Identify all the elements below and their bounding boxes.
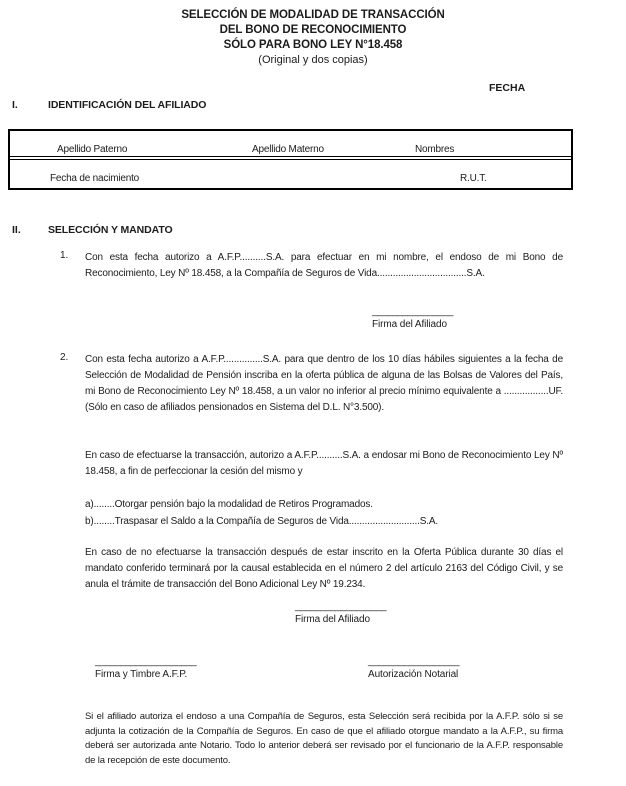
signature-label: Firma del Afiliado [372, 319, 447, 330]
document-title-block [0, 8, 626, 68]
signature-label: Firma del Afiliado [295, 614, 370, 625]
footer-note: Si el afiliado autoriza el endoso a una Compañía de Seguros, esta Selección será recibida por la A.F.P. sólo si se adjunta la cotización de la Compañía de Seguros. En caso de que el afiliado otorgue mandato a la A.F.P., su firma deberá ser autorizada ante Notario. Todo lo anterior deberá ser revisado por el funcionario de la A.F.P. responsable de la recepción de este documento. [85, 711, 563, 766]
col-header-apellido-materno: Apellido Materno [252, 144, 324, 155]
signature-line: ____________________ [95, 656, 197, 667]
signature-notarial-authorization [368, 657, 459, 680]
item2-paragraph-1: Con esta fecha autorizo a A.F.P...............S.A. para que dentro de los 10 días hábiles siguientes a la fecha de Selección de Modalidad de Pensión inscriba en la oferta pública de alguna de las Bolsas de Valores del País, mi Bono de Reconocimiento Ley Nº 18.458, a un valor no inferior al precio mínimo equivalente a .................UF. (Sólo en caso de afiliados pensionados en Sistema del D.L. N°3.500). [85, 354, 563, 413]
signature-affiliate-1 [372, 307, 453, 330]
signature-label: Autorización Notarial [368, 669, 459, 680]
title-line-2: DEL BONO DE RECONOCIMIENTO [219, 24, 407, 36]
item1-number: 1. [60, 250, 69, 261]
item2-paragraph-3: En caso de no efectuarse la transacción después de estar inscrito en la Oferta Pública durante 30 días el mandato conferido terminará por la causal establecida en el número 2 del artículo 2163 del Código Civil, y se anula el trámite de transacción del Bono Adicional Ley Nº 19.234. [85, 547, 563, 590]
title-subtitle: (Original y dos copias) [258, 54, 368, 66]
item1-paragraph: Con esta fecha autorizo a A.F.P..........S.A. para efectuar en mi nombre, el endoso de mi Bono de Reconocimiento, Ley Nº 18.458, a la Compañía de Seguros de Vida..................................S.A. [85, 252, 563, 279]
item2-paragraph-2: En caso de efectuarse la transacción, autorizo a A.F.P..........S.A. a endosar mi Bono de Reconocimiento Ley Nº 18.458, a fin de perfeccionar la cesión del mismo y [85, 450, 563, 477]
signature-affiliate-2 [295, 602, 386, 625]
signature-label: Firma y Timbre A.F.P. [95, 669, 188, 680]
title-line-1: SELECCIÓN DE MODALIDAD DE TRANSACCIÓN [181, 9, 445, 21]
col-header-apellido-paterno: Apellido Paterno [57, 144, 128, 155]
section1-number: I. [12, 99, 18, 111]
field-label-rut: R.U.T. [460, 173, 487, 184]
fecha-label: FECHA [489, 82, 526, 94]
section1-heading: IDENTIFICACIÓN DEL AFILIADO [48, 99, 207, 111]
signature-line: ________________ [372, 306, 453, 317]
field-label-fecha-nacimiento: Fecha de nacimiento [50, 173, 140, 184]
item2-number: 2. [60, 352, 69, 363]
col-header-nombres: Nombres [415, 144, 455, 155]
signature-afp-stamp [95, 657, 196, 680]
section2-heading: SELECCIÓN Y MANDATO [48, 224, 173, 236]
signature-line: __________________ [368, 656, 460, 667]
section2-number: II. [12, 224, 21, 236]
signature-line: __________________ [295, 601, 387, 612]
title-line-3: SÓLO PARA BONO LEY N°18.458 [223, 39, 403, 51]
item2-option-a: a)........Otorgar pensión bajo la modalidad de Retiros Programados. [85, 499, 373, 510]
item2-option-b: b)........Traspasar el Saldo a la Compañía de Seguros de Vida...........................S.A. [85, 516, 439, 527]
affiliate-identification-table [8, 129, 573, 190]
